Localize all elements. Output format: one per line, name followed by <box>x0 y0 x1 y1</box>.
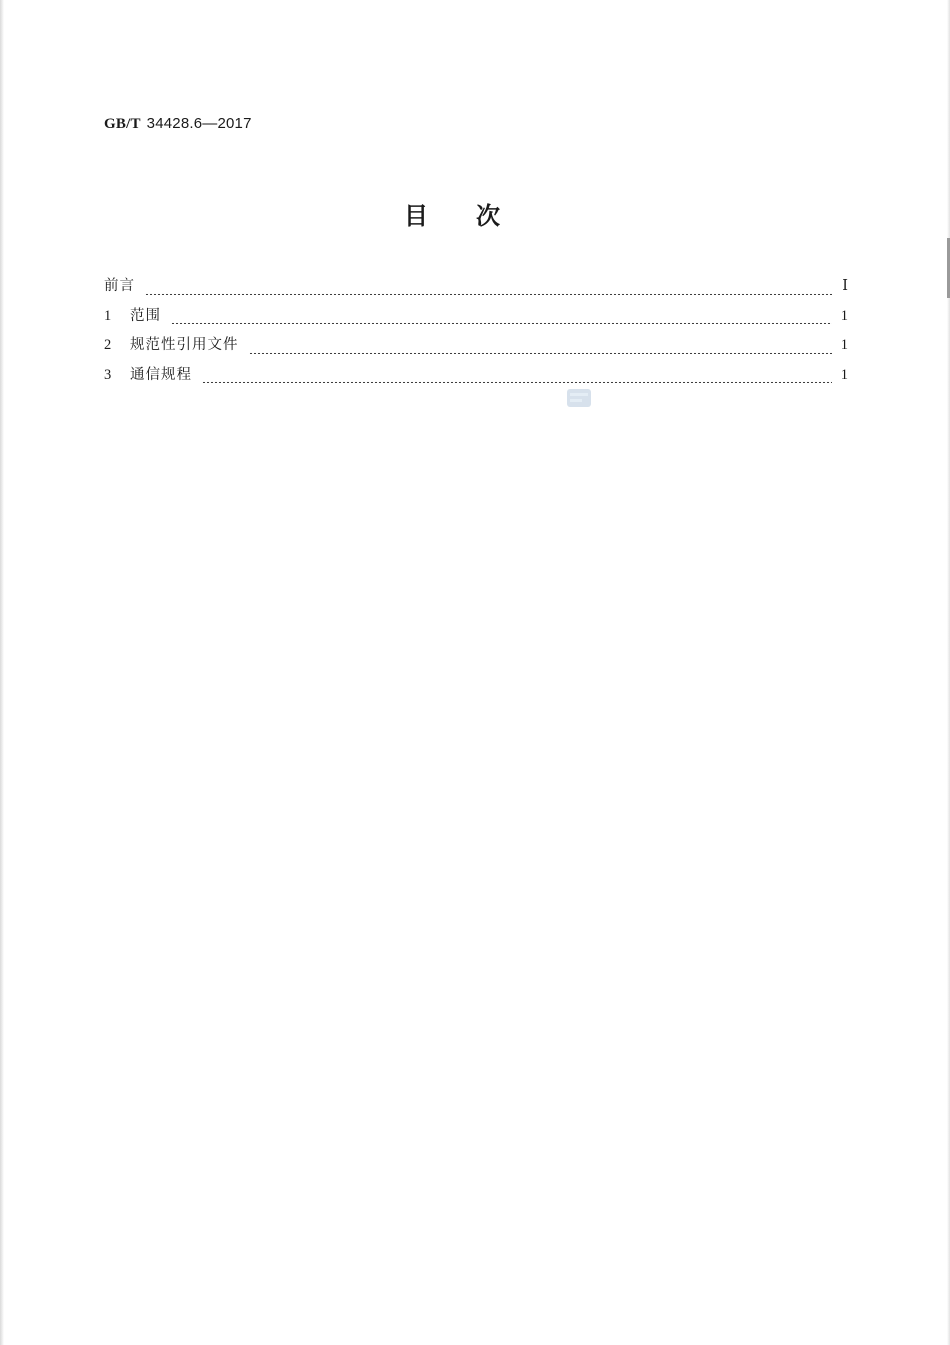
standard-number: 34428.6—2017 <box>146 115 252 132</box>
standard-prefix: GB/T <box>104 116 141 132</box>
toc-entry-normative-references[interactable] <box>104 333 848 363</box>
toc-entry-number: 2 <box>104 337 112 353</box>
toc-title: 目次 <box>404 202 548 230</box>
toc-entry-number: 1 <box>104 307 112 324</box>
toc-entry-page: 1 <box>840 366 848 383</box>
toc-leader-dots <box>202 371 832 383</box>
toc-leader-dots <box>249 342 833 354</box>
toc-entry-page: 1 <box>840 337 848 353</box>
toc-leader-dots <box>171 312 832 324</box>
toc-entry-foreword[interactable] <box>104 274 848 304</box>
table-of-contents <box>104 274 848 392</box>
toc-entry-communication-protocol[interactable] <box>104 363 848 393</box>
standard-code <box>104 114 252 133</box>
toc-entry-label: 范围 <box>130 307 161 324</box>
watermark-stamp-icon <box>566 386 592 410</box>
toc-entry-label: 规范性引用文件 <box>130 337 239 353</box>
toc-entry-page: 1 <box>840 307 848 324</box>
page-edge-left <box>0 0 4 1345</box>
toc-leader-dots <box>145 283 832 295</box>
toc-entry-scope[interactable] <box>104 304 848 334</box>
toc-entry-label: 通信规程 <box>130 366 192 383</box>
toc-entry-label: 前言 <box>104 278 135 294</box>
toc-entry-number: 3 <box>104 366 112 383</box>
toc-entry-page: Ⅰ <box>842 278 848 294</box>
